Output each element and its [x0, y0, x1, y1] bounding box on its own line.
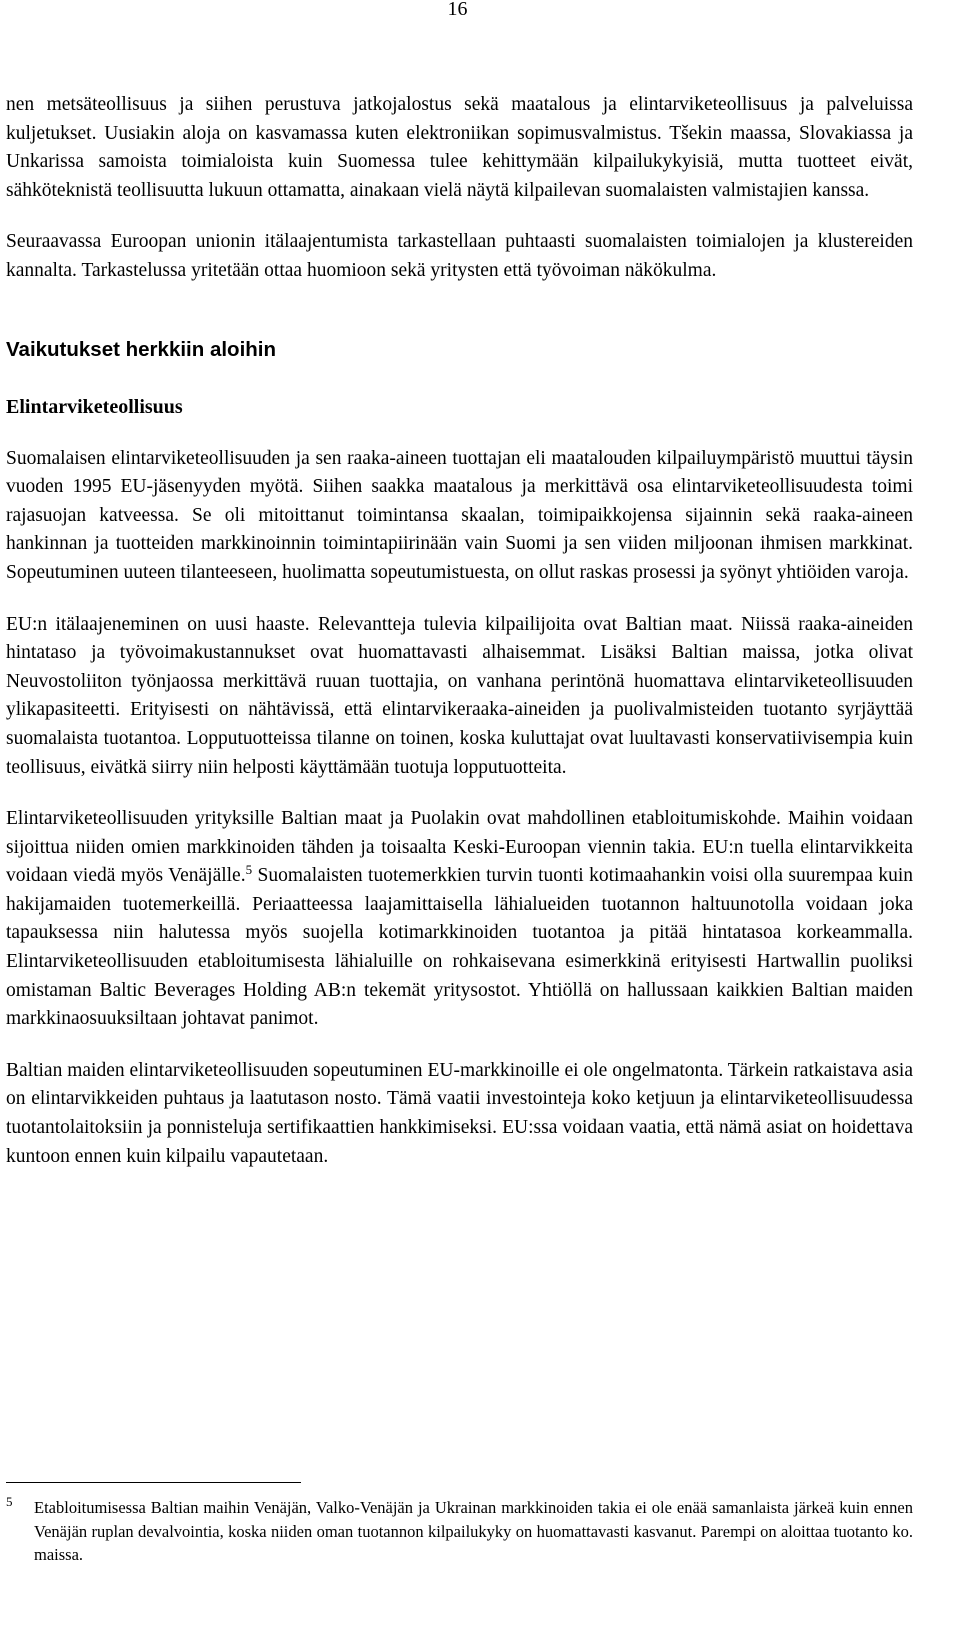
section-heading: Vaikutukset herkkiin aloihin [6, 337, 277, 361]
page-number: 16 [447, 0, 468, 20]
footnote-reference: 5 [245, 862, 253, 878]
paragraph-establishment-part1: Elintarviketeollisuuden yrityksille Baltian maat ja Puolakin ovat mahdollinen etabloitumiskohde. Maihin voidaan sijoittua niiden omien markkinoiden tähden ja toisaalta Keski-Euroopan viennin takia. EU:n tuella elintarvikkeita voidaan viedä myös Venäjälle. [6, 808, 913, 887]
paragraph-baltic-adaptation: Baltian maiden elintarviketeollisuuden sopeutuminen EU-markkinoille ei ole ongelmatonta. Tärkein ratkaistava asia on elintarvikkeiden puhtaus ja laatutason nosto. Tämä vaatii investointeja koko ketjuun ja elintarviketeollisuudessa tuotantolaitoksiin ja ponnisteluja sertifikaattien hankkimiseksi. EU:ssa voidaan vaatia, että nämä asiat on hoidettava kuntoon ennen kuin kilpailu vapautetaan. [6, 1059, 913, 1167]
footnote-divider [6, 1482, 301, 1483]
paragraph-eu-enlargement: EU:n itälaajeneminen on uusi haaste. Relevantteja tulevia kilpailijoita ovat Baltian maat. Niissä raaka-aineiden hintataso ja työvoimakustannukset ovat huomattavasti alhaisemmat. Lisäksi Baltian maissa, jotka olivat Neuvostoliiton työnjaossa merkittävä ruuan tuottajia, on vanhana perintönä huomattava elintarviketeollisuuden ylikapasiteetti. Erityisesti on nähtävissä, että elintarvikeraaka-aineiden ja puolivalmisteiden tuotanto syrjäyttää suomalaista tuotantoa. Lopputuotteissa tilanne on toinen, koska kuluttajat ovat luultavasti konservatiivisempia kuin teollisuus, eivätkä siirry niin helposti käyttämään tuotuja lopputuotteita. [6, 613, 913, 778]
page-body [6, 91, 913, 1171]
footnote-mark: 5 [6, 1494, 13, 1509]
footnote-text: Etabloitumisessa Baltian maihin Venäjän, Valko-Venäjän ja Ukrainan markkinoiden takia ei ole enää samanlaista järkeä kuin ennen Venäjän ruplan devalvointia, koska niiden oman tuotannon kilpailukyky on huomattavasti kasvanut. Parempi on aloittaa tuotanto ko. maissa. [34, 1498, 913, 1564]
footnote [6, 1496, 913, 1567]
paragraph-establishment-part2: Suomalaisten tuotemerkkien turvin tuonti kotimaahankin voisi olla suurempaa kuin hakijamaiden tuotemerkeillä. Periaatteessa laajamittaisella lähialueiden tuotannon haltuunotolla voidaan joka tapauksessa niin halutessa myös suojella kotimarkkinoiden tuotantoa ja pitää hintatasoa korkeammalla. Elintarviketeollisuuden etabloitumisesta lähialuille on rohkaisevana esimerkkinä erityisesti Hartwallin puoliksi omistaman Baltic Beverages Holding AB:n tekemät yritysostot. Yhtiöllä on hallussaan kaikkien Baltian maiden markkinaosuuksiltaan johtavat panimot. [6, 865, 913, 1030]
paragraph-establishment [6, 805, 913, 1034]
paragraph-food-industry: Suomalaisen elintarviketeollisuuden ja sen raaka-aineen tuottajan eli maatalouden kilpailuympäristö muuttui täysin vuoden 1995 EU-jäsenyyden myötä. Siihen saakka maatalous ja merkittävä osa elintarviketeollisuudesta toimi rajasuojan katveessa. Se oli mitoittanut toimintansa skaalan, toimipaikkojensa sijainnin sekä raaka-aineen hankinnan ja tuotteiden markkinoinnin toimintapiirinään vain Suomi ja sen viiden miljoonan ihmisen markkinat. Sopeutuminen uuteen tilanteeseen, huolimatta sopeutumistuesta, on ollut raskas prosessi ja syönyt yhtiöiden varoja. [6, 447, 913, 583]
paragraph-overview: Seuraavassa Euroopan unionin itälaajentumista tarkastellaan puhtaasti suomalaisten toimialojen ja klustereiden kannalta. Tarkastelussa yritetään ottaa huomioon sekä yritysten että työvoiman näkökulma. [6, 231, 913, 281]
paragraph-intro: nen metsäteollisuus ja siihen perustuva jatkojalostus sekä maatalous ja elintarviketeollisuus ja palveluissa kuljetukset. Uusiakin aloja on kasvamassa kuten elektroniikan sopimusvalmistus. Tšekin maassa, Slovakiassa ja Unkarissa samoista toimialoista kuin Suomessa tulee kehittymään kilpailukykyisiä, mutta tuotteet eivät, sähköteknistä teollisuutta lukuun ottamatta, ainakaan vielä näytä kilpailevan suomalaisten valmistajien kanssa. [6, 94, 913, 201]
subsection-heading: Elintarviketeollisuus [6, 395, 183, 418]
